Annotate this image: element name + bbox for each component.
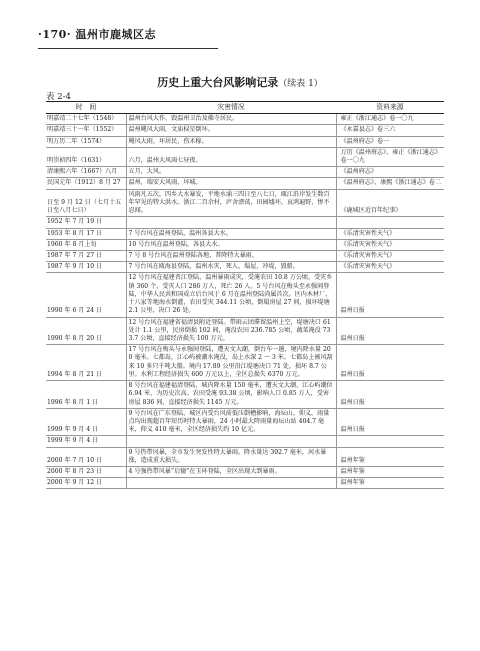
row-source-cell: 《温州府志》、康熙《浙江通志》卷二 <box>336 178 444 189</box>
row-disaster-cell: 9 号热带风暴，全市发生突发性特大暴雨。降水量达 392.7 毫米，河水暴涨，造成重大损失。 <box>126 447 336 466</box>
table-row <box>46 478 444 489</box>
row-disaster-cell: 12 号台风在福建晋江登陆，温州暴雨成灾，受淹农田 10.8 万公顷，受灾乡镇 360 个，受灾人口 286 万人，死亡 26 人。5 号台风在梅头至永强间登陆，中华人民共和国成立后台风于 6 月在温州登陆尚属首次。区内木材厂、十八家等地海水倒灌，农田受灾 344.11 公顷，倒塌房屋 27 间，损坏堤塘 2.1 公里，决口 26 处。 <box>126 273 336 317</box>
row-disaster-cell: 五月，大风。 <box>126 167 336 178</box>
table-row <box>46 408 444 436</box>
table-row <box>46 239 444 250</box>
row-time-cell: 1999 年 9 月 4 日 <box>46 436 126 447</box>
row-source-cell: 《乐清灾害性天气》 <box>336 251 444 262</box>
running-header: ·170· 温州市鹿城区志 <box>38 26 218 49</box>
table-row <box>46 345 444 381</box>
table-title-sub: （续表 1） <box>278 79 323 89</box>
row-source-cell: 《温州府志》卷一 <box>336 136 444 147</box>
table-row <box>46 273 444 317</box>
table-row <box>46 447 444 466</box>
row-time-cell: 1994 年 8 月 21 日 <box>46 345 126 381</box>
typhoon-records-table <box>46 101 444 489</box>
column-header-time: 时 间 <box>46 102 126 114</box>
row-source-cell: 温州日报 <box>336 273 444 317</box>
table-row <box>46 147 444 166</box>
table-title <box>0 74 480 90</box>
row-time-cell: 2000 年 7 月 10 日 <box>46 447 126 466</box>
table-row <box>46 251 444 262</box>
table-row <box>46 228 444 239</box>
table-row <box>46 189 444 217</box>
row-time-cell: 1990 年 8 月 20 日 <box>46 317 126 345</box>
row-source-cell: 《永嘉县志》卷三六 <box>336 125 444 136</box>
column-header-disaster: 灾害情况 <box>126 102 336 114</box>
row-source-cell: 温州日报 <box>336 408 444 436</box>
table-row <box>46 436 444 447</box>
row-disaster-cell: 4 号强热带风暴“启德”在玉环登陆，全区出现大到暴雨。 <box>126 467 336 478</box>
row-source-cell: 《乐清灾害性天气》 <box>336 262 444 273</box>
row-time-cell: 2000 年 8 月 23 日 <box>46 467 126 478</box>
row-disaster-cell: 9 号台风在广东登陆，城区内受台风前低压倒槽影响，海坛山、仰义，雨量点均出现超百年短历时特大暴雨，24 小时最大降雨量海坛山站 404.7 毫米，仰义 410 毫米，全区经济损失约 10 亿元。 <box>126 408 336 436</box>
table-row <box>46 217 444 228</box>
row-disaster-cell: 7 号 8 号台风在温州登陆各地，普降特大暴雨。 <box>126 251 336 262</box>
row-source-cell: 《温州府志》 <box>336 167 444 178</box>
row-disaster-cell <box>126 217 336 228</box>
row-source-cell: 温州日报 <box>336 345 444 381</box>
row-source-cell: 温州年鉴 <box>336 467 444 478</box>
row-time-cell: 清康熙六年（1667）八月 <box>46 167 126 178</box>
row-source-cell: 温州年鉴 <box>336 478 444 489</box>
row-source-cell: 温州年鉴 <box>336 447 444 466</box>
table-number-label: 表 2-4 <box>46 92 71 102</box>
row-disaster-cell: 温州飓风大雨，文庙棂星倒坏。 <box>126 125 336 136</box>
row-time-cell: 明嘉靖二十七年（1548） <box>46 114 126 125</box>
row-disaster-cell <box>126 436 336 447</box>
table-row <box>46 136 444 147</box>
row-time-cell: 明崇祯四年（1631） <box>46 147 126 166</box>
row-time-cell: 1999 年 9 月 4 日 <box>46 408 126 436</box>
row-disaster-cell: 10 号台风在温州登陆，各县大水。 <box>126 239 336 250</box>
table-row <box>46 114 444 125</box>
row-disaster-cell: 温州台风大作，毁温州卫治及佛寺居民。 <box>126 114 336 125</box>
table-row <box>46 125 444 136</box>
row-disaster-cell: 8 号台风在福建福清登陆，城内降水量 150 毫米，遭天文大潮，江心屿潮位 6.94 米，为历史次高。农田受淹 93.38 公顷，影响人口 0.85 万人，受害房屋 836 间，直接经济损失 1145 万元。 <box>126 381 336 409</box>
row-disaster-cell: 7 号台风在温州登陆，温州各县大水。 <box>126 228 336 239</box>
table-row <box>46 381 444 409</box>
row-source-cell: 雍正《浙江通志》卷一〇九 <box>336 114 444 125</box>
table-row <box>46 262 444 273</box>
table-title-main: 历史上重大台风影响记录 <box>157 76 279 89</box>
table-row <box>46 317 444 345</box>
row-source-cell: 《乐清灾害性天气》 <box>336 228 444 239</box>
row-source-cell: 《乐清灾害性天气》 <box>336 239 444 250</box>
row-time-cell: 1960 年 8 月上旬 <box>46 239 126 250</box>
row-source-cell <box>336 217 444 228</box>
row-time-cell: 明嘉靖三十一年（1552） <box>46 125 126 136</box>
row-time-cell: 1990 年 6 月 24 日 <box>46 273 126 317</box>
row-time-cell: 明万历二年（1574） <box>46 136 126 147</box>
table-row <box>46 178 444 189</box>
row-disaster-cell: 风雨凡五次，四乡大水暴发，平地水涌三四日至八七日，瓯江沿岸发生数百年罕见的特大洪水。浙江二百余村，庐舍漂荡，田园墟坏，哀鸿遍野，惨不忍闻。 <box>126 189 336 217</box>
row-source-cell: 温州日报 <box>336 317 444 345</box>
row-time-cell: 1996 年 8 月 1 日 <box>46 381 126 409</box>
row-source-cell: 万历《温州府志》、雍正《浙江通志》卷一〇九 <box>336 147 444 166</box>
row-disaster-cell: 六月，温州大风雨七昼夜。 <box>126 147 336 166</box>
row-time-cell: 日至 9 月 12 日（七月十五日至八月七日） <box>46 189 126 217</box>
row-disaster-cell: 温州，瑞安大风雨，坏城。 <box>126 178 336 189</box>
row-disaster-cell <box>126 478 336 489</box>
row-time-cell: 2000 年 9 月 12 日 <box>46 478 126 489</box>
row-source-cell: 温州日报 <box>336 381 444 409</box>
row-time-cell: 民国元年（1912）8 月 27 <box>46 178 126 189</box>
table-row <box>46 167 444 178</box>
row-time-cell: 1987 年 7 月 27 日 <box>46 251 126 262</box>
table-header-row <box>46 102 444 114</box>
row-source-cell <box>336 436 444 447</box>
table-row <box>46 467 444 478</box>
row-time-cell: 1952 年 7 月 19 日 <box>46 217 126 228</box>
row-source-cell: 《鹿城区近百年纪事》 <box>336 189 444 217</box>
column-header-source: 资料来源 <box>336 102 444 114</box>
row-disaster-cell: 17 号台风在梅头与永强间登陆，遭天文大潮，倒台车一趟，境内降水量 200 毫米。七都岛，江心屿被潮水淹没，岛上水深 2 ～ 3 米。七都岛上被风刮来 10 多只千吨大船。境内 17.89 公里沿江堤塘决口 71 处，损坏 8.7 公里。水利工程经济损失 600 万元以上，全区总损失 6370 万元。 <box>126 345 336 381</box>
row-disaster-cell: 飓风大雨，坏居民，伤禾稼。 <box>126 136 336 147</box>
row-time-cell: 1987 年 9 月 10 日 <box>46 262 126 273</box>
row-disaster-cell: 12 号台风在福建省福清县附近登陆。带雨云团滞留温州上空，堤塘决口 61 处计 1.1 公里，民房倒损 102 间，淹没农田 236.785 公顷，蔬菜淹没 733.7 公顷，直接经济损失 100 万元。 <box>126 317 336 345</box>
row-time-cell: 1953 年 8 月 17 日 <box>46 228 126 239</box>
row-disaster-cell: 7 号台风在瓯海县登陆，温州水灾，死人、塌屋，冲堤，毁船。 <box>126 262 336 273</box>
